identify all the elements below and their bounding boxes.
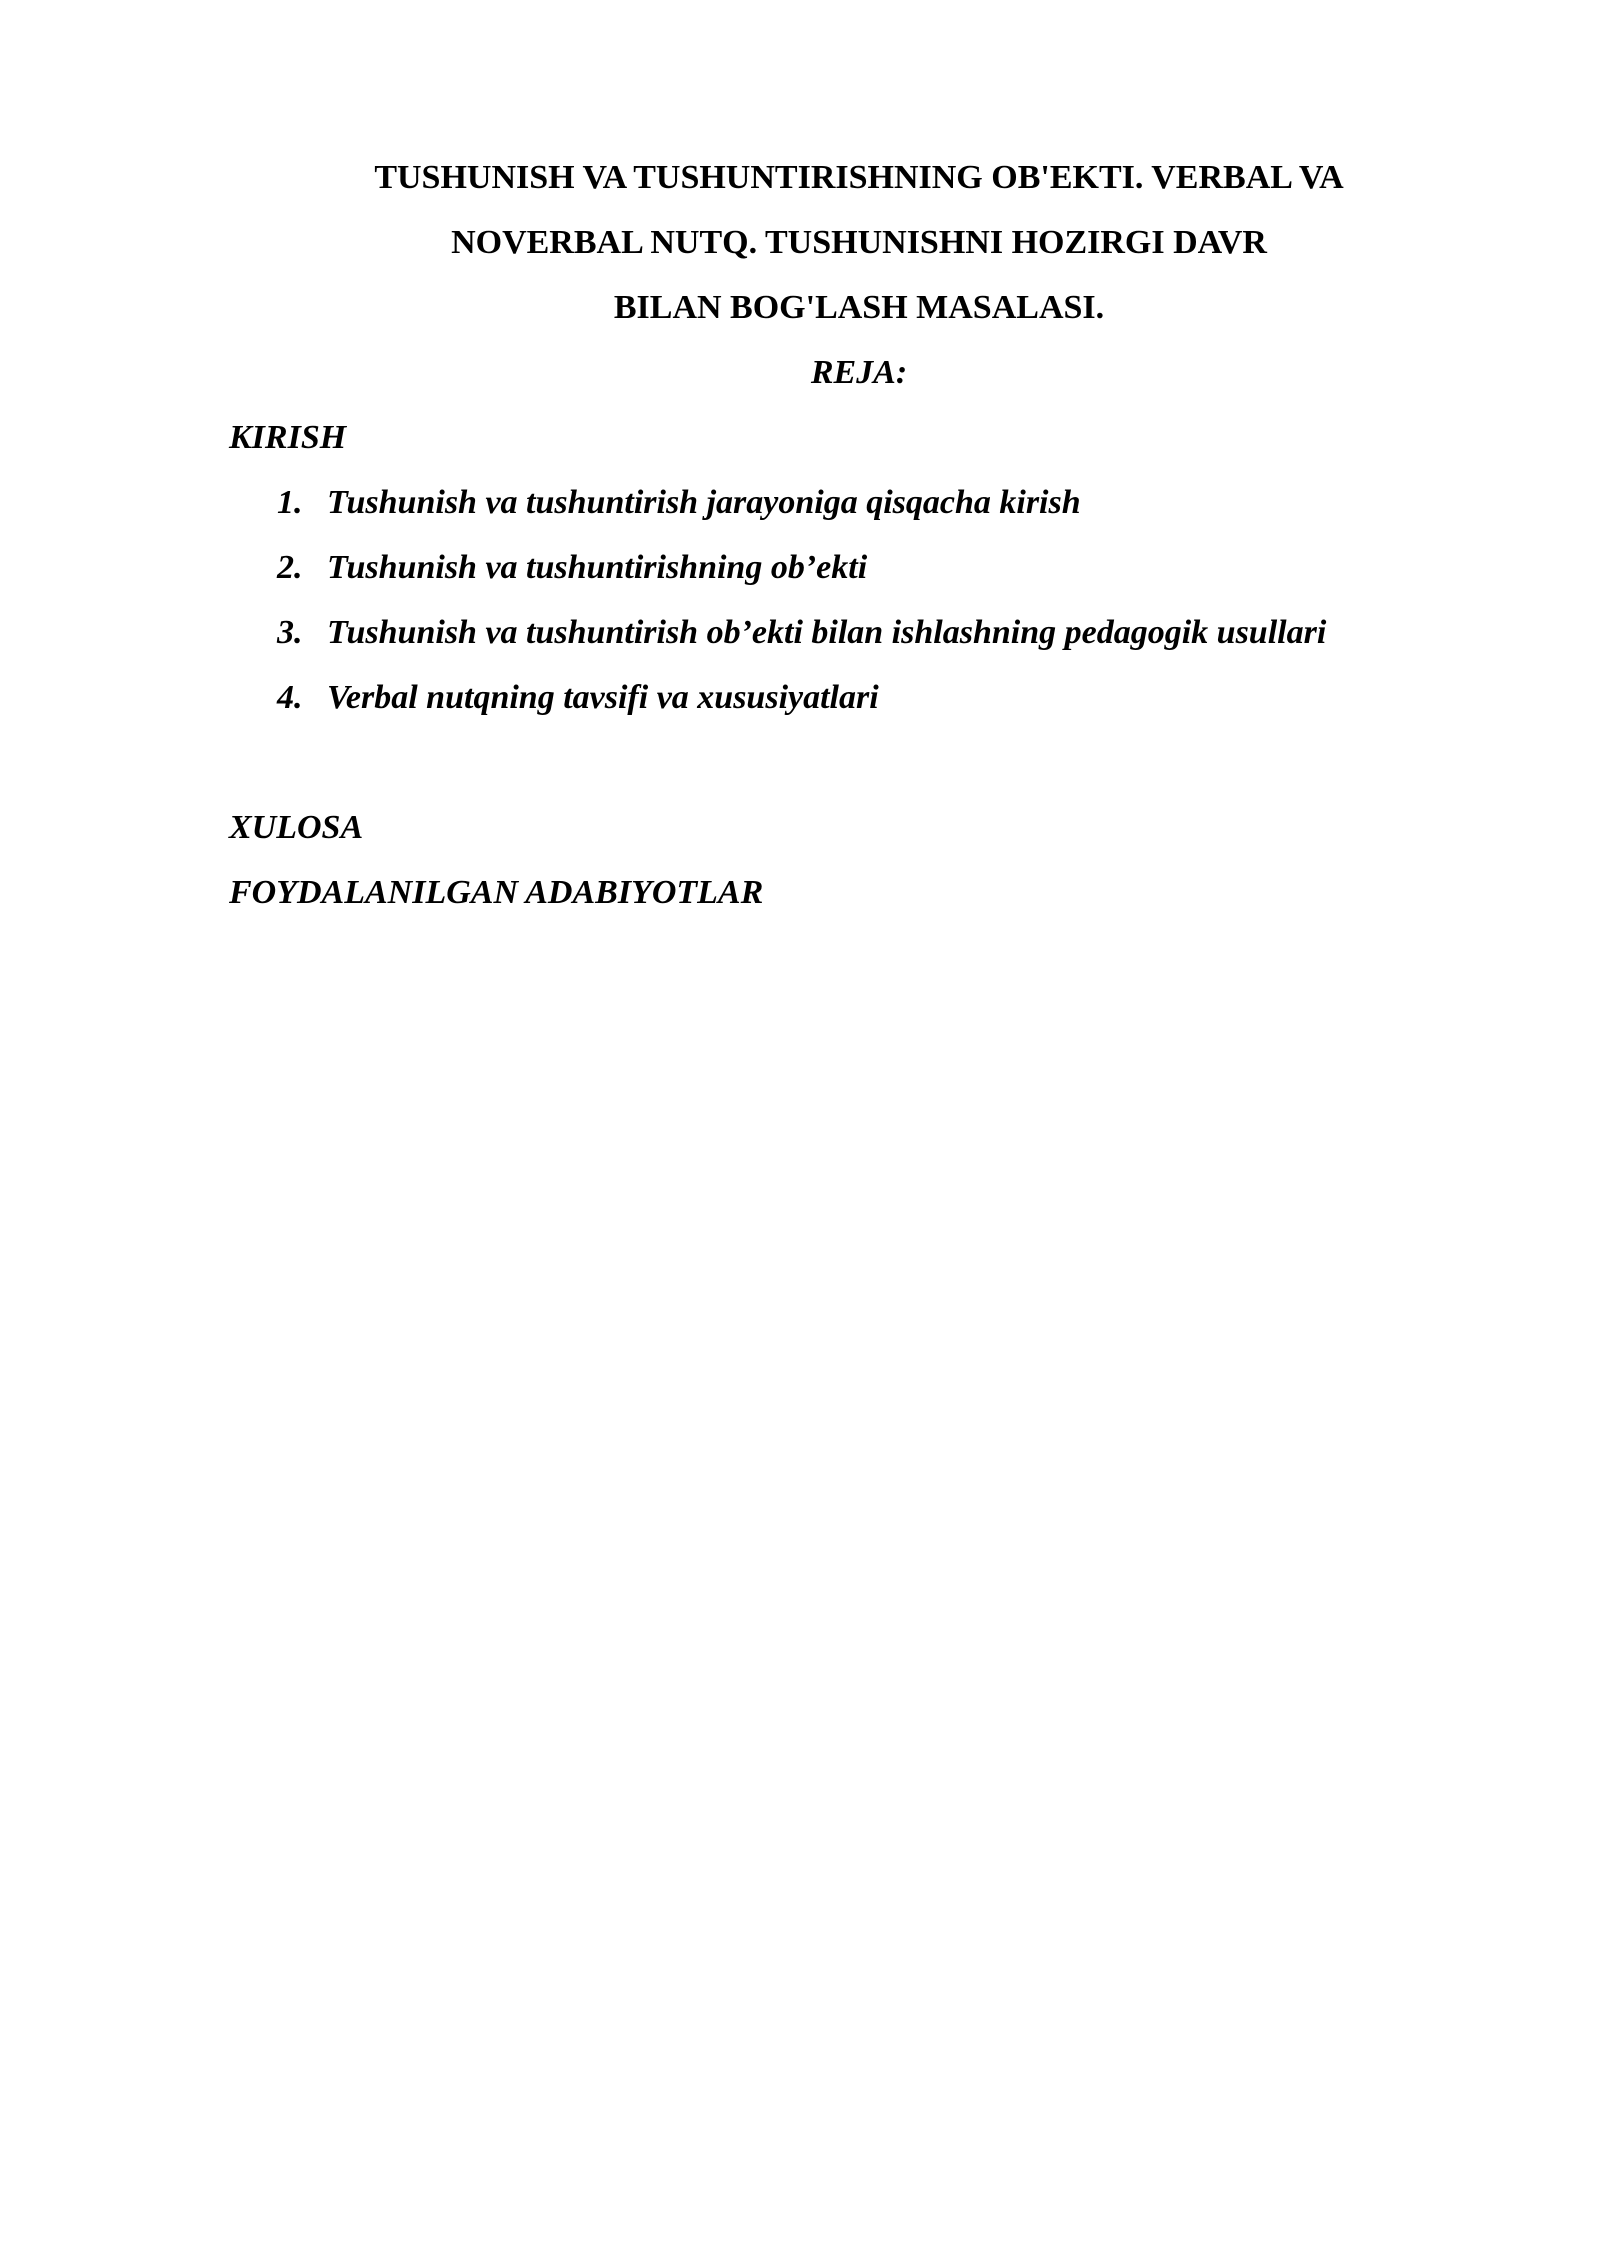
plan-item-number: 1. bbox=[277, 484, 303, 521]
plan-item bbox=[229, 600, 1326, 665]
document-title bbox=[230, 145, 1488, 405]
plan-item-text: Verbal nutqning tavsifi va xususiyatlari bbox=[327, 679, 879, 716]
plan-item-number: 2. bbox=[277, 549, 303, 586]
intro-heading: KIRISH bbox=[229, 419, 347, 456]
plan-item bbox=[229, 665, 1326, 730]
conclusion-heading: XULOSA bbox=[229, 809, 364, 846]
plan-item-number: 4. bbox=[277, 679, 303, 716]
title-line-1: TUSHUNISH VA TUSHUNTIRISHNING OB'EKTI. VERBAL VA bbox=[374, 159, 1344, 196]
plan-item bbox=[229, 535, 1326, 600]
title-line-2: NOVERBAL NUTQ. TUSHUNISHNI HOZIRGI DAVR bbox=[451, 224, 1267, 261]
plan-item-text: Tushunish va tushuntirish ob’ekti bilan ishlashning pedagogik usullari bbox=[327, 614, 1327, 651]
plan-item bbox=[229, 470, 1326, 535]
plan-item-text: Tushunish va tushuntirishning ob’ekti bbox=[327, 549, 868, 586]
title-line-3: BILAN BOG'LASH MASALASI. bbox=[613, 289, 1105, 326]
plan-list bbox=[229, 470, 1326, 730]
plan-item-number: 3. bbox=[277, 614, 303, 651]
plan-item-text: Tushunish va tushuntirish jarayoniga qisqacha kirish bbox=[327, 484, 1081, 521]
plan-heading: REJA: bbox=[810, 354, 908, 391]
references-heading: FOYDALANILGAN ADABIYOTLAR bbox=[229, 874, 764, 911]
